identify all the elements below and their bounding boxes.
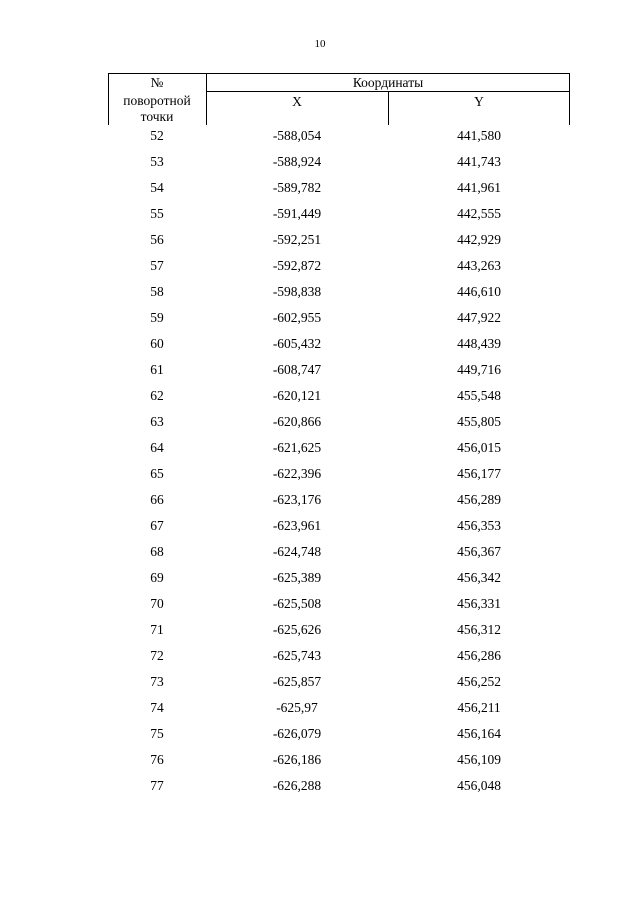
y-coordinate-cell: 443,263 bbox=[457, 258, 501, 273]
point-number-cell: 67 bbox=[150, 518, 164, 533]
x-coordinate-cell: -608,747 bbox=[272, 362, 322, 377]
table-row bbox=[108, 464, 570, 490]
table-row bbox=[108, 152, 570, 178]
y-coordinate-cell: 456,177 bbox=[457, 466, 501, 481]
y-coordinate-cell: 441,580 bbox=[457, 128, 501, 143]
x-coordinate-cell: -624,748 bbox=[272, 544, 322, 559]
header-top-border bbox=[108, 73, 570, 74]
header-number-symbol: № bbox=[150, 75, 164, 90]
table-row bbox=[108, 282, 570, 308]
point-number-cell: 74 bbox=[150, 700, 164, 715]
x-coordinate-cell: -626,288 bbox=[272, 778, 322, 793]
point-number-cell: 62 bbox=[150, 388, 164, 403]
point-number-cell: 57 bbox=[150, 258, 164, 273]
table-row bbox=[108, 386, 570, 412]
x-coordinate-cell: -625,743 bbox=[272, 648, 322, 663]
x-coordinate-cell: -598,838 bbox=[272, 284, 322, 299]
table-row bbox=[108, 308, 570, 334]
table-row bbox=[108, 698, 570, 724]
table-row bbox=[108, 178, 570, 204]
x-coordinate-cell: -625,626 bbox=[272, 622, 322, 637]
table-row bbox=[108, 412, 570, 438]
header-y: Y bbox=[474, 94, 484, 109]
y-coordinate-cell: 456,164 bbox=[457, 726, 501, 741]
table-row bbox=[108, 594, 570, 620]
table-row bbox=[108, 750, 570, 776]
x-coordinate-cell: -626,079 bbox=[272, 726, 322, 741]
table-row bbox=[108, 568, 570, 594]
y-coordinate-cell: 447,922 bbox=[457, 310, 501, 325]
table-row bbox=[108, 516, 570, 542]
x-coordinate-cell: -625,857 bbox=[272, 674, 322, 689]
point-number-cell: 70 bbox=[150, 596, 164, 611]
page-number: 10 bbox=[314, 38, 326, 50]
x-coordinate-cell: -592,251 bbox=[272, 232, 322, 247]
table-row bbox=[108, 204, 570, 230]
x-coordinate-cell: -591,449 bbox=[272, 206, 322, 221]
y-coordinate-cell: 455,548 bbox=[457, 388, 501, 403]
table-row bbox=[108, 776, 570, 802]
point-number-cell: 55 bbox=[150, 206, 164, 221]
x-coordinate-cell: -588,054 bbox=[272, 128, 322, 143]
point-number-cell: 58 bbox=[150, 284, 164, 299]
y-coordinate-cell: 456,015 bbox=[457, 440, 501, 455]
table-row bbox=[108, 438, 570, 464]
y-coordinate-cell: 456,342 bbox=[457, 570, 501, 585]
y-coordinate-cell: 456,289 bbox=[457, 492, 501, 507]
y-coordinate-cell: 442,555 bbox=[457, 206, 501, 221]
point-number-cell: 75 bbox=[150, 726, 164, 741]
x-coordinate-cell: -625,508 bbox=[272, 596, 322, 611]
point-number-cell: 66 bbox=[150, 492, 164, 507]
y-coordinate-cell: 456,331 bbox=[457, 596, 501, 611]
table-row bbox=[108, 672, 570, 698]
y-coordinate-cell: 446,610 bbox=[457, 284, 501, 299]
table-row bbox=[108, 490, 570, 516]
y-coordinate-cell: 449,716 bbox=[457, 362, 501, 377]
point-number-cell: 63 bbox=[150, 414, 164, 429]
y-coordinate-cell: 456,367 bbox=[457, 544, 501, 559]
point-number-cell: 65 bbox=[150, 466, 164, 481]
y-coordinate-cell: 455,805 bbox=[457, 414, 501, 429]
x-coordinate-cell: -623,176 bbox=[272, 492, 322, 507]
x-coordinate-cell: -626,186 bbox=[272, 752, 322, 767]
point-number-cell: 61 bbox=[150, 362, 164, 377]
header-number-word1: поворотной bbox=[123, 93, 191, 108]
table-row bbox=[108, 360, 570, 386]
table-row bbox=[108, 230, 570, 256]
point-number-cell: 73 bbox=[150, 674, 164, 689]
x-coordinate-cell: -620,121 bbox=[272, 388, 322, 403]
x-coordinate-cell: -625,389 bbox=[272, 570, 322, 585]
x-coordinate-cell: -588,924 bbox=[272, 154, 322, 169]
y-coordinate-cell: 456,211 bbox=[457, 700, 501, 715]
y-coordinate-cell: 441,961 bbox=[457, 180, 501, 195]
header-number-word2: точки bbox=[140, 109, 174, 124]
point-number-cell: 77 bbox=[150, 778, 164, 793]
table-row bbox=[108, 620, 570, 646]
x-coordinate-cell: -605,432 bbox=[272, 336, 322, 351]
point-number-cell: 64 bbox=[150, 440, 164, 455]
y-coordinate-cell: 456,286 bbox=[457, 648, 501, 663]
x-coordinate-cell: -620,866 bbox=[272, 414, 322, 429]
x-coordinate-cell: -623,961 bbox=[272, 518, 322, 533]
header-coordinates: Координаты bbox=[352, 75, 424, 90]
point-number-cell: 52 bbox=[150, 128, 164, 143]
y-coordinate-cell: 441,743 bbox=[457, 154, 501, 169]
y-coordinate-cell: 456,312 bbox=[457, 622, 501, 637]
table-row bbox=[108, 256, 570, 282]
x-coordinate-cell: -592,872 bbox=[272, 258, 322, 273]
table-row bbox=[108, 542, 570, 568]
point-number-cell: 59 bbox=[150, 310, 164, 325]
header-x: X bbox=[292, 94, 302, 109]
x-coordinate-cell: -602,955 bbox=[272, 310, 322, 325]
y-coordinate-cell: 456,109 bbox=[457, 752, 501, 767]
x-coordinate-cell: -589,782 bbox=[272, 180, 322, 195]
y-coordinate-cell: 448,439 bbox=[457, 336, 501, 351]
y-coordinate-cell: 456,252 bbox=[457, 674, 501, 689]
table-header bbox=[108, 73, 570, 125]
point-number-cell: 72 bbox=[150, 648, 164, 663]
y-coordinate-cell: 442,929 bbox=[457, 232, 501, 247]
table-row bbox=[108, 724, 570, 750]
x-coordinate-cell: -622,396 bbox=[272, 466, 322, 481]
point-number-cell: 76 bbox=[150, 752, 164, 767]
x-coordinate-cell: -621,625 bbox=[272, 440, 322, 455]
point-number-cell: 53 bbox=[150, 154, 164, 169]
y-coordinate-cell: 456,048 bbox=[457, 778, 501, 793]
point-number-cell: 54 bbox=[150, 180, 164, 195]
point-number-cell: 60 bbox=[150, 336, 164, 351]
table-row bbox=[108, 126, 570, 152]
y-coordinate-cell: 456,353 bbox=[457, 518, 501, 533]
table-row bbox=[108, 334, 570, 360]
x-coordinate-cell: -625,97 bbox=[276, 700, 318, 715]
point-number-cell: 68 bbox=[150, 544, 164, 559]
table-row bbox=[108, 646, 570, 672]
point-number-cell: 69 bbox=[150, 570, 164, 585]
table-body bbox=[108, 126, 570, 802]
point-number-cell: 71 bbox=[150, 622, 164, 637]
point-number-cell: 56 bbox=[150, 232, 164, 247]
